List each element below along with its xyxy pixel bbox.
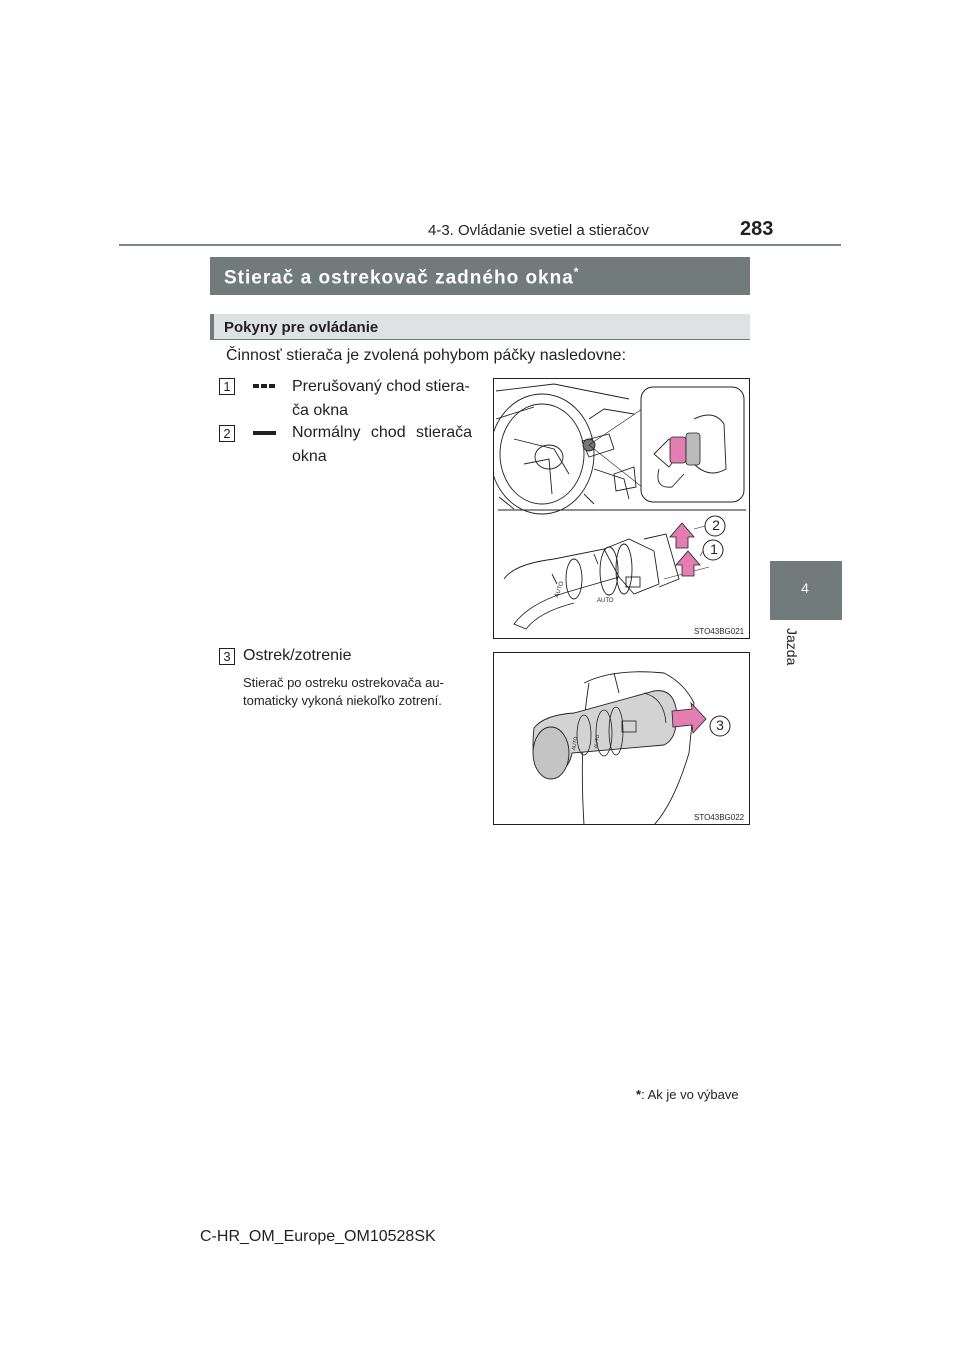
item-1-line2: ča okna [292, 402, 349, 419]
figure-1-illustration [494, 379, 750, 639]
fig2-knob-label-2: AUTO [571, 736, 580, 751]
chapter-name-text: Jazda [784, 628, 800, 666]
item-1-text [292, 375, 478, 423]
item-number-2: 2 [219, 425, 235, 442]
item-2-line1: Normálny chod stierača [292, 424, 473, 441]
fig2-knob-label: AUTO [593, 734, 602, 749]
figure-washer-operation [493, 652, 750, 825]
footnote-marker: * [636, 1087, 642, 1102]
arrow-up-1-icon [676, 551, 700, 576]
item-3-description [243, 674, 478, 710]
intro-text: Činnosť stierača je zvolená pohybom páčky nasledovne: [226, 347, 627, 364]
item-2-line2: okna [292, 448, 327, 465]
item-1-line1: Prerušovaný chod stiera- [292, 378, 470, 395]
fig1-callout-2: 2 [712, 517, 720, 533]
item-3-title: Ostrek/zotrenie [243, 647, 352, 664]
fig2-code: STO43BG022 [694, 813, 745, 822]
fig2-callout-3: 3 [716, 717, 724, 733]
item-2-text [292, 421, 478, 469]
section-title: Stierač a ostrekovač zadného okna [224, 267, 574, 289]
subsection-title: Pokyny pre ovládanie [224, 319, 379, 336]
section-label: 4-3. Ovládanie svetiel a stieračov [428, 222, 649, 239]
availability-marker: * [573, 265, 580, 279]
header-rule [119, 244, 841, 246]
chapter-name [776, 628, 836, 728]
fig1-callout-1: 1 [710, 541, 718, 557]
figure-wiper-lever-operation [493, 378, 750, 639]
intermittent-icon [253, 384, 276, 388]
figure-2-illustration [494, 653, 750, 825]
chapter-number: 4 [801, 580, 809, 596]
fig1-knob-label: AUTO [597, 598, 614, 604]
subsection-accent [210, 314, 214, 340]
item-number-3: 3 [219, 648, 235, 665]
item-number-1: 1 [219, 378, 235, 395]
page-number: 283 [740, 218, 774, 240]
footnote-text: : Ak je vo výbave [641, 1087, 739, 1102]
footnote [636, 1087, 739, 1102]
item-3-desc-line1: Stierač po ostreku ostrekovača au- [243, 675, 444, 690]
subsection-bar [210, 314, 750, 340]
arrow-up-2-icon [670, 523, 694, 548]
continuous-icon [253, 431, 276, 435]
fig1-knob-label-2: AUTO [554, 580, 566, 599]
arrow-right-icon [672, 703, 706, 733]
fig1-code: STO43BG021 [694, 627, 745, 636]
section-title-bar [210, 257, 750, 295]
item-3-desc-line2: tomaticky vykoná niekoľko zotrení. [243, 693, 442, 708]
document-footer: C-HR_OM_Europe_OM10528SK [200, 1228, 436, 1245]
